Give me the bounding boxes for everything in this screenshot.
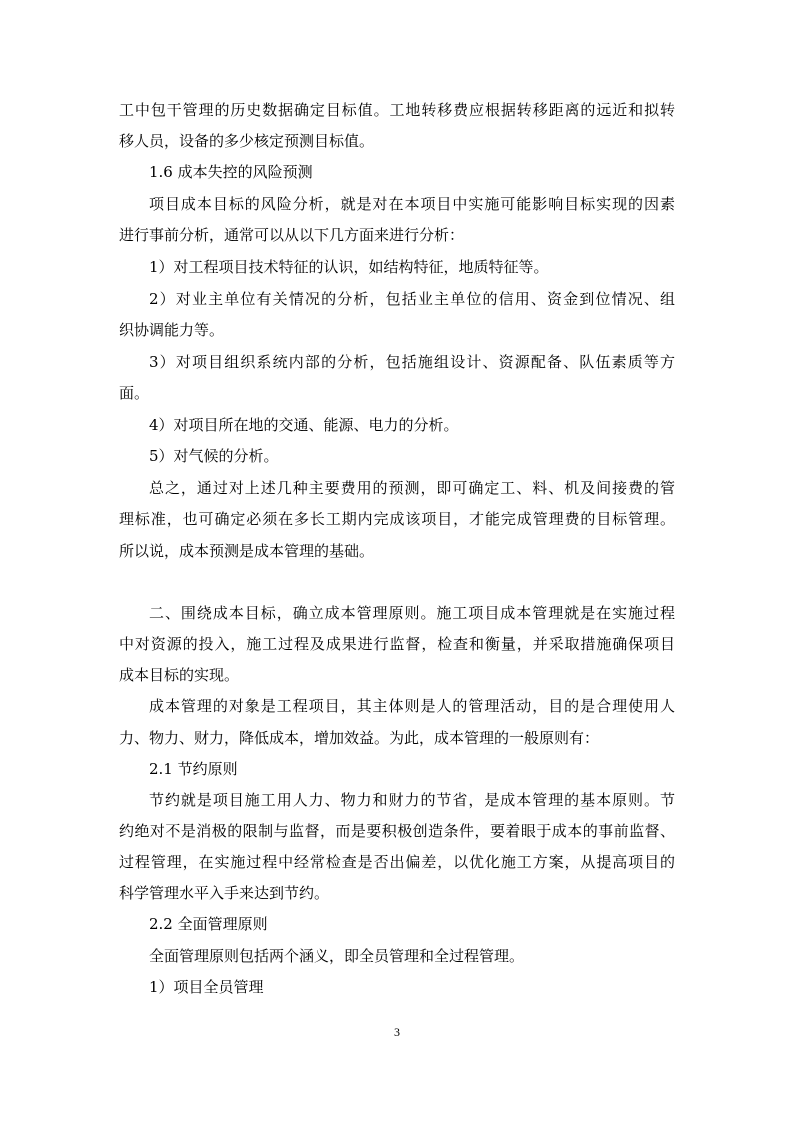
text-line: 约绝对不是消极的限制与监督，而是要积极创造条件，要着眼于成本的事前监督、 bbox=[119, 822, 675, 840]
text-line: 科学管理水平入手来达到节约。 bbox=[119, 884, 330, 902]
list-item: 5）对气候的分析。 bbox=[149, 447, 279, 465]
section-heading: 2.2 全面管理原则 bbox=[149, 915, 268, 933]
list-item: 2）对业主单位有关情况的分析，包括业主单位的信用、资金到位情况、组 bbox=[149, 290, 675, 308]
text-line: 成本管理的对象是工程项目，其主体则是人的管理活动，目的是合理使用人 bbox=[149, 697, 675, 715]
list-item: 3）对项目组织系统内部的分析，包括施组设计、资源配备、队伍素质等方 bbox=[149, 353, 675, 371]
text-line: 节约就是项目施工用人力、物力和财力的节省，是成本管理的基本原则。节 bbox=[149, 791, 675, 809]
text-line: 力、物力、财力，降低成本，增加效益。为此，成本管理的一般原则有： bbox=[119, 729, 600, 747]
section-heading: 二、围绕成本目标，确立成本管理原则。施工项目成本管理就是在实施过程 bbox=[149, 604, 675, 622]
text-line: 过程管理，在实施过程中经常检查是否出偏差，以优化施工方案，从提高项目的 bbox=[119, 853, 675, 871]
text-line: 进行事前分析，通常可以从以下几方面来进行分析： bbox=[119, 226, 465, 244]
text-line: 全面管理原则包括两个涵义，即全员管理和全过程管理。 bbox=[149, 947, 525, 965]
list-item: 4）对项目所在地的交通、能源、电力的分析。 bbox=[149, 416, 459, 434]
text-line: 所以说，成本预测是成本管理的基础。 bbox=[119, 542, 375, 560]
text-line: 工中包干管理的历史数据确定目标值。工地转移费应根据转移距离的远近和拟转 bbox=[119, 101, 675, 119]
page-number: 3 bbox=[394, 1025, 400, 1039]
section-heading: 1.6 成本失控的风险预测 bbox=[149, 163, 313, 181]
list-item: 1）项目全员管理 bbox=[149, 978, 264, 996]
text-line: 移人员，设备的多少核定预测目标值。 bbox=[119, 132, 375, 150]
text-line: 理标准，也可确定必须在多长工期内完成该项目，才能完成管理费的目标管理。 bbox=[119, 510, 675, 528]
section-heading: 2.1 节约原则 bbox=[149, 760, 238, 778]
text-line: 织协调能力等。 bbox=[119, 321, 225, 339]
text-line: 中对资源的投入，施工过程及成果进行监督，检查和衡量，并采取措施确保项目 bbox=[119, 635, 675, 653]
text-line: 成本目标的实现。 bbox=[119, 666, 240, 684]
text-line: 总之，通过对上述几种主要费用的预测，即可确定工、料、机及间接费的管 bbox=[149, 479, 675, 497]
list-item: 1）对工程项目技术特征的认识，如结构特征，地质特征等。 bbox=[149, 258, 549, 276]
text-line: 面。 bbox=[119, 384, 150, 402]
text-line: 项目成本目标的风险分析，就是对在本项目中实施可能影响目标实现的因素 bbox=[149, 195, 675, 213]
